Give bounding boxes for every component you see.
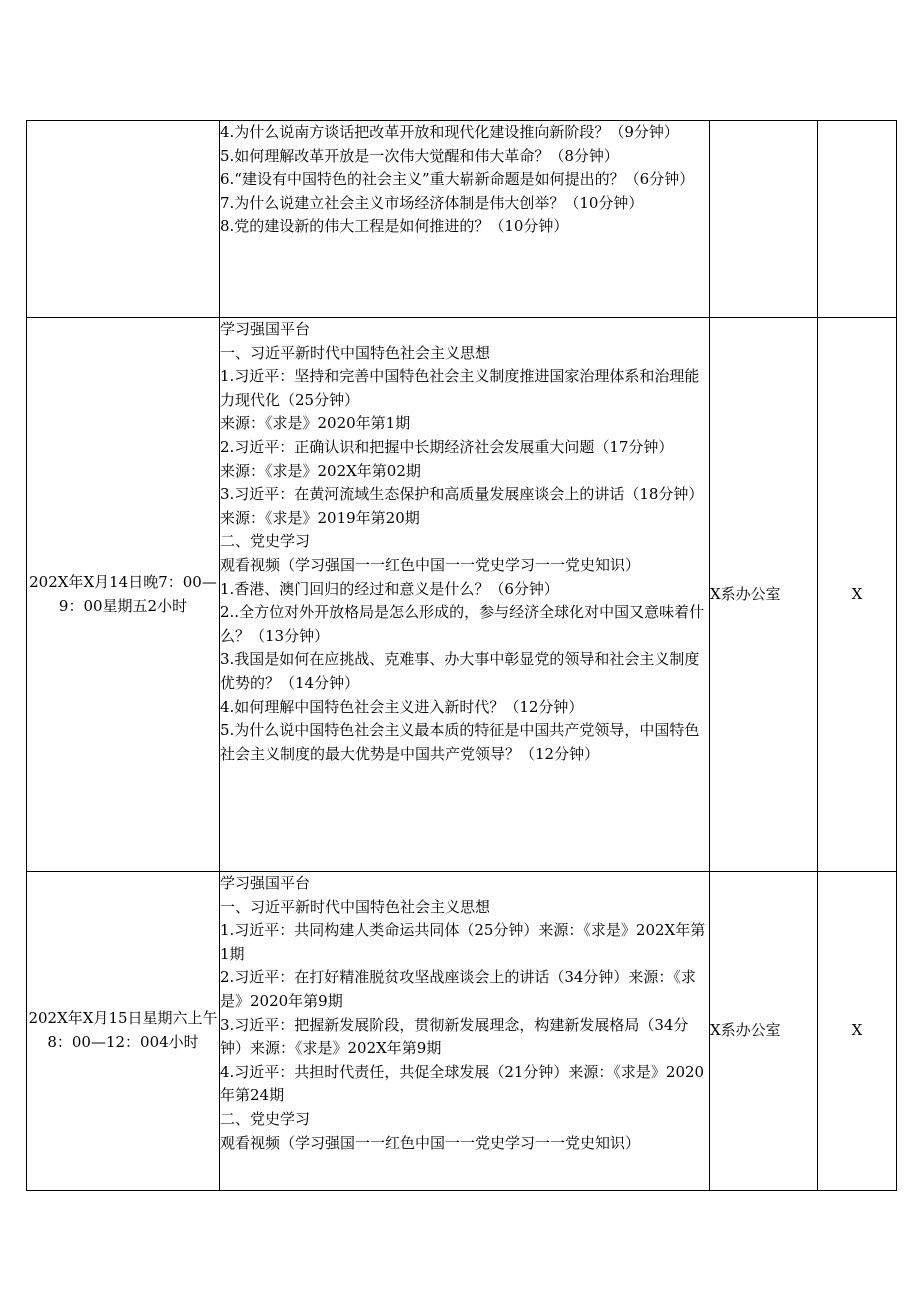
content-line: 一、习近平新时代中国特色社会主义思想 xyxy=(220,343,491,362)
content-line: 2..全方位对外开放格局是怎么形成的，参与经济全球化对中国又意味着什么？（13分钟） xyxy=(220,603,705,645)
content-line: 学习强国平台 xyxy=(220,320,311,338)
schedule-table xyxy=(26,120,897,1191)
time-cell: 202X年X月15日星期六上午8：00—12：004小时 xyxy=(27,872,220,1191)
content-line: 4.习近平：共担时代责任，共促全球发展（21分钟）来源：《求是》2020年第24期 xyxy=(220,1062,705,1105)
content-line: 5.为什么说中国特色社会主义最本质的特征是中国共产党领导，中国特色社会主义制度的最大优势是中国共产党领导？（12分钟） xyxy=(220,721,700,763)
content-cell xyxy=(220,872,710,1191)
content-line: 一、习近平新时代中国特色社会主义思想 xyxy=(220,897,491,916)
content-line: 4.如何理解中国特色社会主义进入新时代？（12分钟） xyxy=(220,697,584,716)
content-line: 1.习近平：共同构建人类命运共同体（25分钟）来源：《求是》202X年第1期 xyxy=(220,921,706,963)
content-line: 学习强国平台 xyxy=(220,874,311,892)
content-line: 3.我国是如何在应挑战、克难事、办大事中彰显党的领导和社会主义制度优势的？（14分钟） xyxy=(220,650,700,692)
content-line: 来源：《求是》202X年第02期 xyxy=(220,461,421,480)
content-line: 1.习近平：坚持和完善中国特色社会主义制度推进国家治理体系和治理能力现代化（25分钟） xyxy=(220,367,700,409)
content-cell xyxy=(220,121,710,318)
person-cell: X xyxy=(818,872,897,1191)
content-cell xyxy=(220,318,710,872)
table-row xyxy=(27,872,897,1191)
person-cell: X xyxy=(818,318,897,872)
content-line: 观看视频（学习强国一一红色中国一一党史学习一一党史知识） xyxy=(220,1133,641,1152)
department-cell: X系办公室 xyxy=(710,318,818,872)
time-cell: 202X年X月14日晚7：00—9：00星期五2小时 xyxy=(27,318,220,872)
content-line: 观看视频（学习强国一一红色中国一一党史学习一一党史知识） xyxy=(220,555,641,574)
content-line: 6.“建设有中国特色的社会主义”重大崭新命题是如何提出的？（6分钟） xyxy=(220,170,695,189)
content-line: 3.习近平：把握新发展阶段，贯彻新发展理念，构建新发展格局（34分钟）来源：《求是》202X年第9期 xyxy=(220,1015,689,1058)
content-line: 来源：《求是》2020年第1期 xyxy=(220,414,411,433)
content-line: 7.为什么说建立社会主义市场经济体制是伟大创举？（10分钟） xyxy=(220,193,644,212)
content-line: 2.习近平：正确认识和把握中长期经济社会发展重大问题（17分钟） xyxy=(220,437,674,456)
content-line: 二、党史学习 xyxy=(220,1109,311,1128)
content-line: 5.如何理解改革开放是一次伟大觉醒和伟大革命？（8分钟） xyxy=(220,146,619,165)
table-row xyxy=(27,121,897,318)
content-line: 来源：《求是》2019年第20期 xyxy=(220,508,420,527)
content-line: 2.习近平：在打好精准脱贫攻坚战座谈会上的讲话（34分钟）来源：《求是》2020年第9期 xyxy=(220,968,696,1010)
person-cell xyxy=(818,121,897,318)
time-cell xyxy=(27,121,220,318)
department-cell: X系办公室 xyxy=(710,872,818,1191)
department-cell xyxy=(710,121,818,318)
content-line: 4.为什么说南方谈话把改革开放和现代化建设推向新阶段？（9分钟） xyxy=(220,123,679,141)
content-line: 二、党史学习 xyxy=(220,532,311,551)
content-line: 3.习近平：在黄河流域生态保护和高质量发展座谈会上的讲话（18分钟） xyxy=(220,485,704,504)
table-row xyxy=(27,318,897,872)
content-line: 8.党的建设新的伟大工程是如何推进的？（10分钟） xyxy=(220,217,569,236)
content-line: 1.香港、澳门回归的经过和意义是什么？（6分钟） xyxy=(220,579,559,598)
